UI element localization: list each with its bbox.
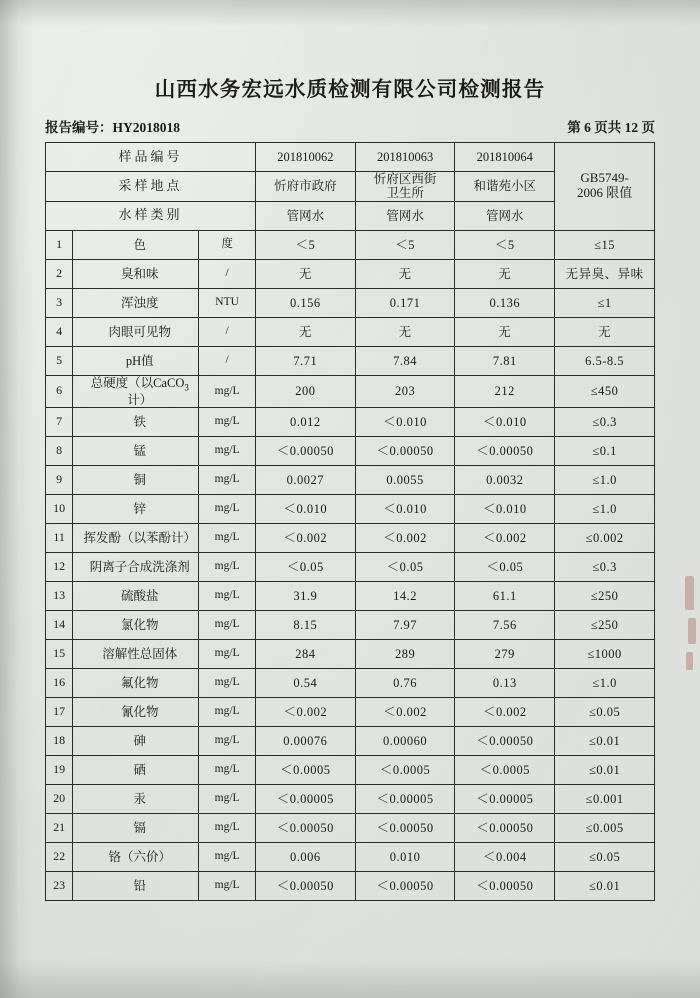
unit: mg/L: [199, 436, 256, 465]
parameter-name: 挥发酚（以苯酚计）: [73, 523, 199, 552]
standard-limit: ≤250: [555, 610, 655, 639]
row-index: 22: [46, 842, 73, 871]
unit: mg/L: [199, 494, 256, 523]
table-body: [46, 143, 655, 901]
unit: mg/L: [199, 465, 256, 494]
unit: mg/L: [199, 610, 256, 639]
unit: mg/L: [199, 581, 256, 610]
page-edge-mark: [685, 576, 694, 610]
parameter-name: 浑浊度: [73, 288, 199, 317]
standard-limit: ≤0.01: [555, 871, 655, 900]
standard-limit: ≤0.3: [555, 552, 655, 581]
row-index: 11: [46, 523, 73, 552]
sample-value-1: 8.15: [255, 610, 355, 639]
sample-value-1: ＜0.002: [255, 523, 355, 552]
table-row: [46, 813, 655, 842]
unit: NTU: [199, 288, 256, 317]
sample-value-1: ＜0.0005: [255, 755, 355, 784]
row-index: 10: [46, 494, 73, 523]
sample-value-2: ＜0.00050: [355, 436, 455, 465]
unit: mg/L: [199, 639, 256, 668]
header-label: 水样类别: [46, 201, 256, 230]
page-edge-shadow-top: [0, 0, 700, 26]
standard-limit: ≤0.1: [555, 436, 655, 465]
sample-value-3: ＜0.00005: [455, 784, 555, 813]
standard-limit: ≤1000: [555, 639, 655, 668]
unit: /: [199, 317, 256, 346]
parameter-name: 氟化物: [73, 668, 199, 697]
sample-value-1: ＜0.002: [255, 697, 355, 726]
sample-value-1: 7.71: [255, 346, 355, 375]
header-value: 201810062: [255, 143, 355, 172]
table-row: [46, 407, 655, 436]
sample-value-1: 0.156: [255, 288, 355, 317]
sample-value-1: ＜0.05: [255, 552, 355, 581]
sample-value-1: ＜0.00050: [255, 813, 355, 842]
parameter-name: 铁: [73, 407, 199, 436]
sample-value-3: ＜0.010: [455, 494, 555, 523]
sample-value-2: 0.171: [355, 288, 455, 317]
parameter-name: 溶解性总固体: [73, 639, 199, 668]
parameter-name: 铬（六价）: [73, 842, 199, 871]
sample-value-3: ＜0.00050: [455, 726, 555, 755]
standard-limit: ≤1: [555, 288, 655, 317]
standard-limit-header: GB5749- 2006 限值: [555, 143, 655, 231]
sample-value-3: ＜0.00050: [455, 871, 555, 900]
sample-value-3: 279: [455, 639, 555, 668]
sample-value-2: 0.00060: [355, 726, 455, 755]
sample-value-3: ＜5: [455, 230, 555, 259]
table-row: [46, 436, 655, 465]
sample-value-1: ＜0.00005: [255, 784, 355, 813]
standard-limit: ≤1.0: [555, 494, 655, 523]
sample-value-2: ＜0.00050: [355, 871, 455, 900]
table-row: [46, 610, 655, 639]
page-number: 第 6 页共 12 页: [567, 120, 655, 135]
sample-value-2: 无: [355, 259, 455, 288]
unit: mg/L: [199, 726, 256, 755]
sample-value-2: 无: [355, 317, 455, 346]
report-number: 报告编号：HY2018018: [45, 120, 180, 135]
table-row: [46, 581, 655, 610]
sample-value-2: 203: [355, 375, 455, 407]
table-row: [46, 494, 655, 523]
sample-value-2: ＜0.00005: [355, 784, 455, 813]
row-index: 12: [46, 552, 73, 581]
sample-value-2: ＜0.00050: [355, 813, 455, 842]
page-edge-shadow-left: [0, 0, 34, 998]
header-value: 管网水: [455, 201, 555, 230]
sample-value-1: 0.00076: [255, 726, 355, 755]
table-row: [46, 465, 655, 494]
sample-value-3: 0.136: [455, 288, 555, 317]
parameter-name: 镉: [73, 813, 199, 842]
unit: mg/L: [199, 523, 256, 552]
sample-value-1: ＜0.00050: [255, 871, 355, 900]
header-label: 样品编号: [46, 143, 256, 172]
row-index: 14: [46, 610, 73, 639]
standard-limit: ≤0.05: [555, 697, 655, 726]
unit: mg/L: [199, 552, 256, 581]
sample-value-1: 0.006: [255, 842, 355, 871]
header-value: 忻府区西街 卫生所: [355, 172, 455, 202]
standard-limit: ≤250: [555, 581, 655, 610]
parameter-name: 汞: [73, 784, 199, 813]
sample-value-1: 无: [255, 259, 355, 288]
parameter-name: 锰: [73, 436, 199, 465]
unit: mg/L: [199, 755, 256, 784]
sample-value-2: ＜0.002: [355, 697, 455, 726]
standard-limit: ≤0.01: [555, 726, 655, 755]
standard-limit: 无异臭、异味: [555, 259, 655, 288]
parameter-name: 氰化物: [73, 697, 199, 726]
parameter-name: 硫酸盐: [73, 581, 199, 610]
parameter-name: 硒: [73, 755, 199, 784]
sample-value-2: ＜5: [355, 230, 455, 259]
standard-limit: ≤1.0: [555, 668, 655, 697]
table-row: [46, 842, 655, 871]
sample-value-3: ＜0.0005: [455, 755, 555, 784]
unit: mg/L: [199, 842, 256, 871]
parameter-name: 铅: [73, 871, 199, 900]
row-index: 17: [46, 697, 73, 726]
water-quality-table: [45, 142, 655, 901]
row-index: 7: [46, 407, 73, 436]
parameter-name: 铜: [73, 465, 199, 494]
row-index: 16: [46, 668, 73, 697]
standard-limit: ≤0.001: [555, 784, 655, 813]
unit: /: [199, 346, 256, 375]
row-index: 1: [46, 230, 73, 259]
sample-value-2: 289: [355, 639, 455, 668]
sample-value-3: 0.13: [455, 668, 555, 697]
sample-value-1: 0.012: [255, 407, 355, 436]
sample-value-3: 61.1: [455, 581, 555, 610]
parameter-name: 阴离子合成洗涤剂: [73, 552, 199, 581]
standard-limit: ≤1.0: [555, 465, 655, 494]
standard-limit: 6.5-8.5: [555, 346, 655, 375]
parameter-name: 色: [73, 230, 199, 259]
sample-value-2: 0.0055: [355, 465, 455, 494]
page-edge-shadow-bottom: [0, 958, 700, 998]
unit: mg/L: [199, 813, 256, 842]
standard-limit: ≤0.005: [555, 813, 655, 842]
sample-value-2: ＜0.0005: [355, 755, 455, 784]
sample-value-3: ＜0.010: [455, 407, 555, 436]
row-index: 13: [46, 581, 73, 610]
sample-value-1: ＜0.010: [255, 494, 355, 523]
parameter-name: 肉眼可见物: [73, 317, 199, 346]
sample-value-2: ＜0.002: [355, 523, 455, 552]
sample-value-3: ＜0.05: [455, 552, 555, 581]
table-row: [46, 726, 655, 755]
sample-value-3: ＜0.00050: [455, 436, 555, 465]
parameter-name: pH值: [73, 346, 199, 375]
header-value: 忻府市政府: [255, 172, 355, 202]
table-row: [46, 317, 655, 346]
row-index: 23: [46, 871, 73, 900]
row-index: 15: [46, 639, 73, 668]
sample-value-3: 7.56: [455, 610, 555, 639]
sample-value-3: 0.0032: [455, 465, 555, 494]
standard-limit: 无: [555, 317, 655, 346]
sample-value-3: ＜0.002: [455, 697, 555, 726]
row-index: 19: [46, 755, 73, 784]
standard-limit: ≤0.3: [555, 407, 655, 436]
unit: 度: [199, 230, 256, 259]
row-index: 21: [46, 813, 73, 842]
sample-value-2: ＜0.010: [355, 407, 455, 436]
sample-value-2: ＜0.05: [355, 552, 455, 581]
unit: mg/L: [199, 871, 256, 900]
table-row: [46, 871, 655, 900]
unit: mg/L: [199, 668, 256, 697]
sample-value-2: 0.76: [355, 668, 455, 697]
parameter-name: 臭和味: [73, 259, 199, 288]
sample-value-1: 31.9: [255, 581, 355, 610]
standard-limit: ≤450: [555, 375, 655, 407]
row-index: 2: [46, 259, 73, 288]
unit: mg/L: [199, 375, 256, 407]
header-value: 201810064: [455, 143, 555, 172]
table-row: [46, 523, 655, 552]
standard-limit: ≤15: [555, 230, 655, 259]
row-index: 8: [46, 436, 73, 465]
sample-value-1: 0.54: [255, 668, 355, 697]
standard-limit: ≤0.05: [555, 842, 655, 871]
sample-value-2: 0.010: [355, 842, 455, 871]
table-row: [46, 259, 655, 288]
table-row: [46, 784, 655, 813]
parameter-name: 总硬度（以CaCO$_3$计）: [73, 375, 199, 407]
sample-value-3: ＜0.002: [455, 523, 555, 552]
table-row: [46, 668, 655, 697]
row-index: 6: [46, 375, 73, 407]
standard-limit: ≤0.002: [555, 523, 655, 552]
header-value: 管网水: [255, 201, 355, 230]
page-edge-mark: [688, 618, 696, 644]
unit: mg/L: [199, 407, 256, 436]
sample-value-2: 7.84: [355, 346, 455, 375]
sample-value-1: ＜5: [255, 230, 355, 259]
standard-limit: ≤0.01: [555, 755, 655, 784]
unit: mg/L: [199, 784, 256, 813]
sample-value-1: 0.0027: [255, 465, 355, 494]
sample-value-2: ＜0.010: [355, 494, 455, 523]
sample-value-3: 无: [455, 317, 555, 346]
row-index: 3: [46, 288, 73, 317]
unit: mg/L: [199, 697, 256, 726]
subheader: [45, 116, 655, 136]
sample-value-2: 7.97: [355, 610, 455, 639]
unit: /: [199, 259, 256, 288]
table-row: [46, 288, 655, 317]
sample-value-3: ＜0.004: [455, 842, 555, 871]
row-index: 4: [46, 317, 73, 346]
sample-value-3: 7.81: [455, 346, 555, 375]
page-edge-mark: [686, 652, 693, 670]
header-value: 201810063: [355, 143, 455, 172]
sample-value-1: 284: [255, 639, 355, 668]
table-row: [46, 346, 655, 375]
table-row: [46, 375, 655, 407]
row-index: 18: [46, 726, 73, 755]
document-title: 山西水务宏远水质检测有限公司检测报告: [154, 77, 546, 101]
table-row: [46, 230, 655, 259]
sample-value-1: 无: [255, 317, 355, 346]
parameter-name: 氯化物: [73, 610, 199, 639]
parameter-name: 砷: [73, 726, 199, 755]
sample-value-2: 14.2: [355, 581, 455, 610]
sample-value-1: 200: [255, 375, 355, 407]
row-index: 9: [46, 465, 73, 494]
row-index: 5: [46, 346, 73, 375]
sample-value-3: ＜0.00050: [455, 813, 555, 842]
table-row: [46, 697, 655, 726]
table-row: [46, 552, 655, 581]
row-index: 20: [46, 784, 73, 813]
sample-value-3: 无: [455, 259, 555, 288]
parameter-name: 锌: [73, 494, 199, 523]
header-label: 采样地点: [46, 172, 256, 202]
header-value: 管网水: [355, 201, 455, 230]
header-value: 和谐苑小区: [455, 172, 555, 202]
table-row: [46, 755, 655, 784]
sample-value-1: ＜0.00050: [255, 436, 355, 465]
table-row: [46, 639, 655, 668]
table-header-row: [46, 143, 655, 172]
sample-value-3: 212: [455, 375, 555, 407]
